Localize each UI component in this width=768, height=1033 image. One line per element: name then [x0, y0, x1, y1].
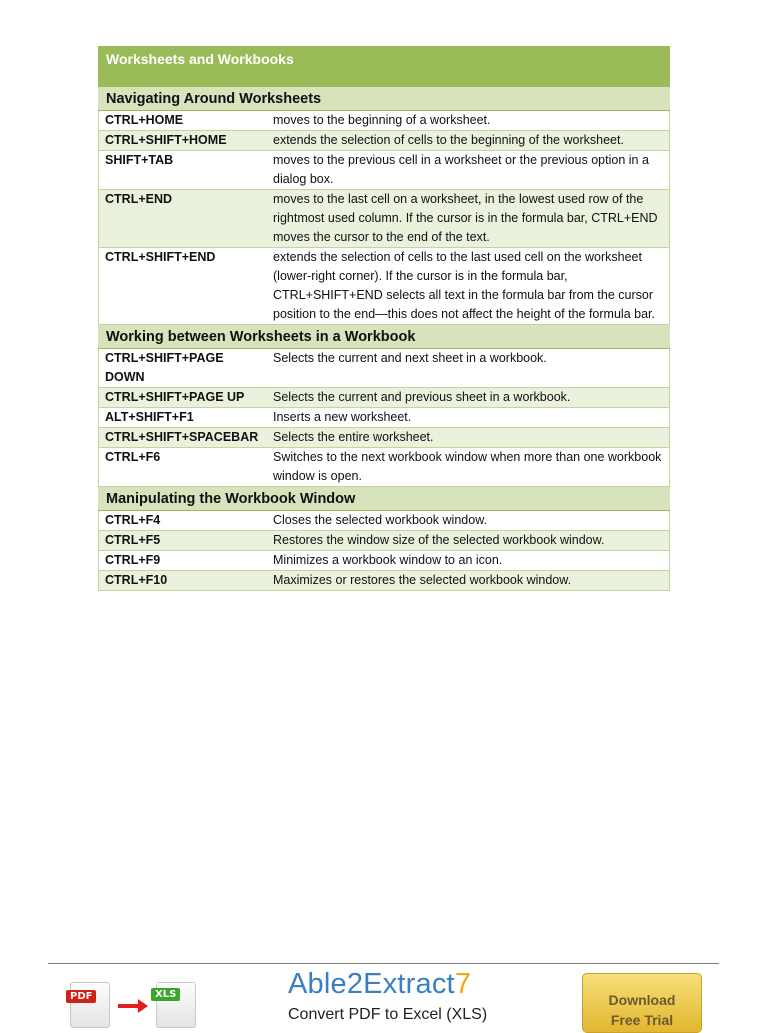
- table-row: [98, 571, 670, 591]
- shortcut-key: CTRL+SHIFT+HOME: [105, 133, 227, 147]
- brand-version: 7: [454, 968, 472, 1000]
- table-title: Worksheets and Workbooks: [98, 46, 670, 87]
- pdf-badge: PDF: [66, 990, 96, 1003]
- brand-tagline: Convert PDF to Excel (XLS): [288, 1006, 488, 1023]
- free-trial-label: Free Trial: [610, 1012, 674, 1028]
- shortcut-description: moves to the last cell on a worksheet, in the lowest used row of the rightmost used column. If the cursor is in the formula bar, CTRL+END moves the cursor to the end of the text.: [273, 192, 658, 244]
- shortcut-key: CTRL+F4: [105, 513, 161, 527]
- shortcut-description: Selects the current and previous sheet in a workbook.: [273, 390, 571, 404]
- table-row: [98, 111, 670, 131]
- shortcut-key: CTRL+F5: [105, 533, 161, 547]
- section-heading: Manipulating the Workbook Window: [98, 487, 670, 511]
- shortcut-description: extends the selection of cells to the beginning of the worksheet.: [273, 133, 624, 147]
- convert-arrow-icon: [118, 1004, 140, 1008]
- shortcut-description: Switches to the next workbook window when more than one workbook window is open.: [273, 450, 662, 483]
- shortcut-key: CTRL+SHIFT+PAGE UP: [105, 390, 245, 404]
- shortcut-key: ALT+SHIFT+F1: [105, 410, 194, 424]
- shortcut-description: extends the selection of cells to the last used cell on the worksheet (lower-right corner). If the cursor is in the formula bar, CTRL+SHIFT+END selects all text in the formula bar from the cursor position to the end—this does not affect the height of the formula bar.: [273, 250, 655, 321]
- table-row: [98, 248, 670, 325]
- table-row: [98, 531, 670, 551]
- shortcut-description: Restores the window size of the selected workbook window.: [273, 533, 605, 547]
- shortcut-description: Inserts a new worksheet.: [273, 410, 412, 424]
- table-row: [98, 408, 670, 428]
- table-row: [98, 428, 670, 448]
- brand-logo[interactable]: [288, 968, 471, 1001]
- shortcut-key: CTRL+F6: [105, 450, 161, 464]
- pdf-file-icon: [70, 982, 110, 1028]
- xls-badge: XLS: [151, 988, 180, 1001]
- download-free-trial-button[interactable]: [582, 973, 702, 1033]
- shortcut-table: [98, 46, 670, 591]
- shortcut-key: CTRL+F10: [105, 573, 168, 587]
- shortcut-description: Selects the entire worksheet.: [273, 430, 434, 444]
- table-row: [98, 448, 670, 487]
- download-label: Download: [608, 992, 676, 1008]
- shortcut-description: Minimizes a workbook window to an icon.: [273, 553, 503, 567]
- table-row: [98, 349, 670, 388]
- table-row: [98, 551, 670, 571]
- section-heading: Working between Worksheets in a Workbook: [98, 325, 670, 349]
- shortcut-description: moves to the beginning of a worksheet.: [273, 113, 491, 127]
- table-row: [98, 190, 670, 248]
- shortcut-key: CTRL+END: [105, 192, 173, 206]
- shortcut-key: CTRL+HOME: [105, 113, 184, 127]
- table-row: [98, 388, 670, 408]
- shortcut-description: Selects the current and next sheet in a workbook.: [273, 351, 547, 365]
- section-heading: Navigating Around Worksheets: [98, 87, 670, 111]
- shortcut-key: CTRL+SHIFT+END: [105, 250, 216, 264]
- shortcut-key: CTRL+SHIFT+PAGE DOWN: [105, 351, 224, 384]
- shortcut-description: Closes the selected workbook window.: [273, 513, 488, 527]
- table-row: [98, 131, 670, 151]
- shortcut-key: CTRL+SHIFT+SPACEBAR: [105, 430, 259, 444]
- shortcut-key: CTRL+F9: [105, 553, 161, 567]
- table-sections: [98, 87, 670, 591]
- shortcut-key: SHIFT+TAB: [105, 153, 174, 167]
- convert-arrow-head-icon: [138, 999, 148, 1013]
- footer-ad-banner[interactable]: [0, 964, 768, 1028]
- shortcut-description: Maximizes or restores the selected workbook window.: [273, 573, 572, 587]
- shortcut-description: moves to the previous cell in a worksheet or the previous option in a dialog box.: [273, 153, 649, 186]
- table-row: [98, 151, 670, 190]
- table-row: [98, 511, 670, 531]
- brand-name: Able2Extract: [288, 968, 455, 1000]
